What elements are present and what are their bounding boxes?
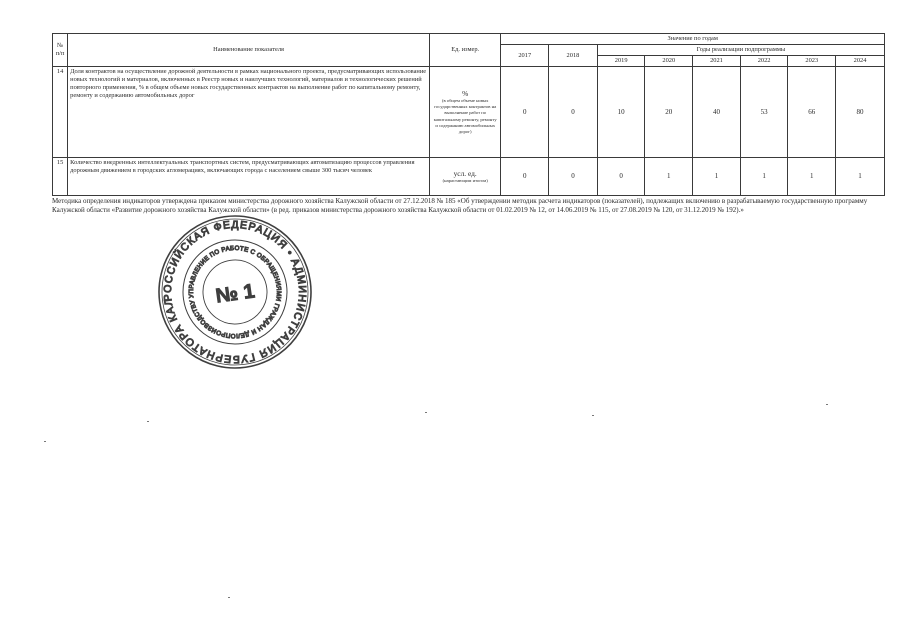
unit-label: % xyxy=(462,88,469,98)
header-year: 2017 xyxy=(501,45,549,67)
header-year: 2020 xyxy=(645,56,693,67)
header-year: 2021 xyxy=(693,56,741,67)
header-year: 2019 xyxy=(597,56,645,67)
value-cell: 20 xyxy=(645,67,693,158)
seal-outer-text: РОССИЙСКАЯ ФЕДЕРАЦИЯ • АДМИНИСТРАЦИЯ ГУБЕРНАТОРА КАЛУЖСКОЙ xyxy=(161,218,309,366)
scan-speck xyxy=(228,597,230,598)
header-year: 2018 xyxy=(549,45,598,67)
scan-speck xyxy=(592,415,594,416)
header-name: Наименование показателя xyxy=(68,34,430,67)
scan-speck xyxy=(826,404,828,405)
seal-ink xyxy=(155,212,315,372)
unit-label: усл. ед. xyxy=(453,168,477,178)
indicator-name: Количество внедренных интеллектуальных транспортных систем, предусматривающих автоматизацию процессов управления дорожным движением в городских агломерациях, включающих города с населением свыше 300 тысяч человек xyxy=(68,158,430,196)
header-year: 2024 xyxy=(836,56,885,67)
value-cell: 0 xyxy=(501,67,549,158)
value-cell: 0 xyxy=(501,158,549,196)
header-year: 2023 xyxy=(788,56,836,67)
header-values-by-year: Значение по годам xyxy=(501,34,885,45)
value-cell: 66 xyxy=(788,67,836,158)
header-year: 2022 xyxy=(740,56,788,67)
value-cell: 53 xyxy=(740,67,788,158)
indicator-name: Доля контрактов на осуществление дорожной деятельности в рамках национального проекта, предусматривающих использование новых технологий и материалов, включенных в Реестр новых и наилучших технологий, материалов и технологических решений повторного применения, % в общем объеме новых государственных контрактов на выполнение работ по капитальному ремонту, ремонту и содержанию автомобильных дорог xyxy=(68,67,430,158)
unit-note: (в общем объеме новых государственных контрактов на выполнение работ по капитальному ремонту, ремонту и содержанию автомобильных дорог) xyxy=(433,98,497,134)
value-cell: 1 xyxy=(836,158,885,196)
value-cell: 0 xyxy=(597,158,645,196)
scan-speck xyxy=(147,421,149,422)
header-unit: Ед. измер. xyxy=(429,34,500,67)
seal-number: № 1 xyxy=(214,280,257,308)
scan-speck xyxy=(44,441,46,442)
table-row xyxy=(53,158,885,196)
row-number: 14 xyxy=(53,67,68,158)
unit-cell xyxy=(429,67,500,158)
value-cell: 1 xyxy=(740,158,788,196)
indicators-table xyxy=(52,33,885,196)
value-cell: 10 xyxy=(597,67,645,158)
header-program-years: Годы реализации подпрограммы xyxy=(597,45,884,56)
value-cell: 1 xyxy=(788,158,836,196)
header-number: № п/п xyxy=(53,34,68,67)
value-cell: 0 xyxy=(549,67,598,158)
value-cell: 80 xyxy=(836,67,885,158)
value-cell: 40 xyxy=(693,67,741,158)
seal-inner-text: УПРАВЛЕНИЕ ПО РАБОТЕ С ОБРАЩЕНИЯМИ ГРАЖДАН И ДЕЛОПРОИЗВОДСТВУ xyxy=(187,244,283,340)
unit-note: (нарастающим итогом) xyxy=(442,178,488,184)
row-number: 15 xyxy=(53,158,68,196)
scan-speck xyxy=(425,412,427,413)
unit-cell xyxy=(429,158,500,196)
official-seal xyxy=(155,212,315,372)
value-cell: 1 xyxy=(693,158,741,196)
value-cell: 1 xyxy=(645,158,693,196)
methodology-footnote: Методика определения индикаторов утверждена приказом министерства дорожного хозяйства Калужской области от 27.12.2018 № 185 «Об утверждении методик расчета индикаторов (показателей), подлежащих включению в разрабатываемую государственную программу Калужской области «Развитие дорожного хозяйства Калужской области» (в ред. приказов министерства дорожного хозяйства Калужской области от 01.02.2019 № 12, от 14.06.2019 № 115, от 27.08.2019 № 120, от 31.12.2019 № 192).» xyxy=(52,197,868,215)
value-cell: 0 xyxy=(549,158,598,196)
table-row xyxy=(53,67,885,158)
